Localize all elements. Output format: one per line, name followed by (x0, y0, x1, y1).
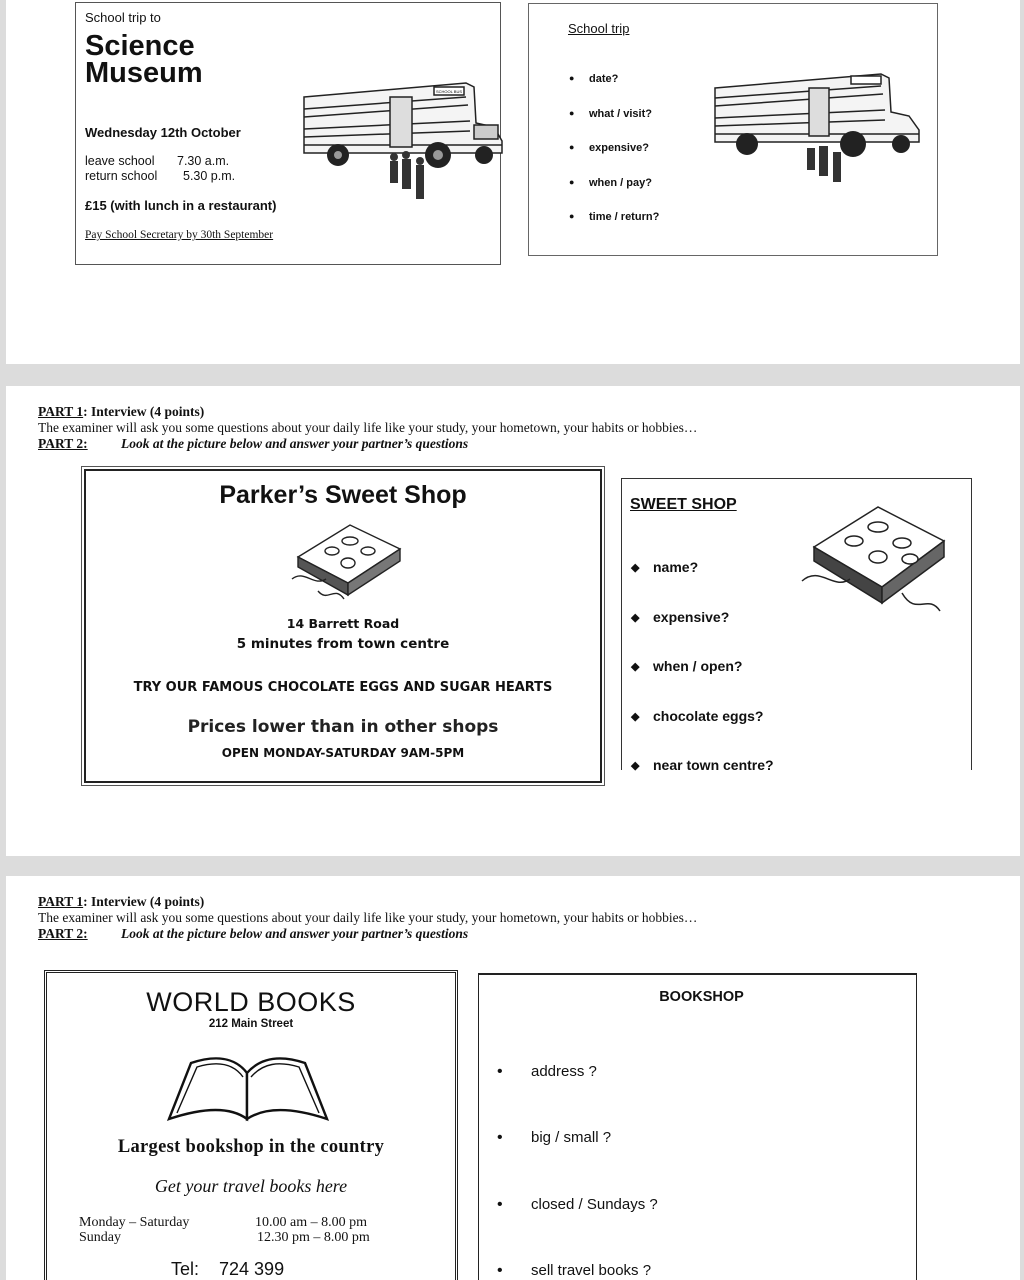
sweet-box-icon (288, 517, 408, 607)
sunday-label: Sunday (79, 1230, 121, 1245)
question-closed-sundays: • closed / Sundays ? (497, 1172, 658, 1238)
science-museum-ad (75, 2, 501, 265)
sunday-hours: 12.30 pm – 8.00 pm (257, 1230, 370, 1245)
museum-title-line2: Museum (85, 57, 203, 89)
trip-times (85, 154, 235, 184)
world-books-hours (79, 1215, 370, 1245)
sweet-shop-title: Parker’s Sweet Shop (219, 481, 467, 509)
world-books-ad (44, 970, 458, 1280)
sweet-shop-ad (84, 469, 602, 783)
question-near-town: ◆ near town centre? (631, 741, 774, 791)
museum-title (85, 30, 203, 89)
museum-title-line1: Science (85, 30, 195, 62)
part1-text: : Interview (4 points) (83, 894, 205, 909)
school-trip-heading: School trip (568, 21, 630, 36)
distance-note: 5 minutes from town centre (236, 636, 450, 652)
bookshop-questions (478, 973, 917, 1280)
open-book-icon (165, 1049, 331, 1123)
part1-label: PART 1 (38, 894, 84, 909)
school-trip-question-list (569, 62, 659, 235)
school-trip-questions (528, 3, 938, 256)
part2-label: PART 2: (38, 436, 88, 451)
part2-text: Look at the picture below and answer your partner’s questions (121, 926, 469, 941)
payment-note: Pay School Secretary by 30th September (85, 229, 274, 241)
question-address: • address ? (497, 1039, 658, 1105)
world-books-title: WORLD BOOKS (146, 987, 356, 1017)
bookshop-question-list (497, 1039, 658, 1280)
leave-label: leave school (85, 154, 155, 168)
page-bookshop (6, 876, 1020, 1280)
weekday-label: Monday – Saturday (79, 1215, 190, 1230)
bookshop-heading: BOOKSHOP (659, 989, 744, 1005)
part2-label: PART 2: (38, 926, 88, 941)
school-bus-illustration (298, 75, 504, 215)
sweet-shop-promo: TRY OUR FAMOUS CHOCOLATE EGGS AND SUGAR HEARTS (133, 680, 553, 695)
part1-description: The examiner will ask you some questions about your daily life like your study, your hometown, your habits or hobbies… (38, 910, 698, 925)
return-time: 5.30 p.m. (183, 169, 236, 183)
world-books-tagline: Largest bookshop in the country (117, 1137, 385, 1157)
sweet-shop-instructions (38, 404, 1008, 452)
sweet-shop-address (86, 613, 600, 655)
question-expensive: ● expensive? (569, 131, 659, 166)
sweet-shop-prices: Prices lower than in other shops (187, 717, 499, 737)
school-bus-illustration-2 (711, 66, 923, 196)
bookshop-instructions (38, 894, 1008, 942)
sweet-shop-question-list (631, 543, 774, 791)
trip-price: £15 (with lunch in a restaurant) (85, 198, 277, 213)
street-address: 14 Barrett Road (286, 616, 400, 631)
page-sweet-shop (6, 386, 1020, 856)
sweet-shop-questions (621, 478, 972, 773)
question-when-open: ◆ when / open? (631, 642, 774, 692)
question-chocolate-eggs: ◆ chocolate eggs? (631, 692, 774, 742)
question-expensive: ◆ expensive? (631, 593, 774, 643)
question-travel-books: • sell travel books ? (497, 1238, 658, 1280)
page-school-trip (6, 0, 1020, 364)
world-books-travel: Get your travel books here (154, 1176, 348, 1196)
question-when-pay: ● when / pay? (569, 166, 659, 201)
question-what-visit: ● what / visit? (569, 97, 659, 132)
sweet-shop-hours: OPEN MONDAY-SATURDAY 9AM-5PM (221, 746, 465, 760)
return-label: return school (85, 169, 158, 183)
bus-sign: SCHOOL BUS (435, 89, 463, 94)
trip-date: Wednesday 12th October (85, 125, 241, 140)
world-books-street: 212 Main Street (208, 1018, 294, 1030)
question-big-small: • big / small ? (497, 1105, 658, 1171)
question-time-return: ● time / return? (569, 200, 659, 235)
sweet-shop-heading: SWEET SHOP (630, 496, 737, 513)
part1-description: The examiner will ask you some questions about your daily life like your study, your hometown, your habits or hobbies… (38, 420, 698, 435)
part2-text: Look at the picture below and answer your partner’s questions (121, 436, 469, 451)
sweet-box-icon-2 (798, 497, 958, 623)
world-books-tel: Tel: 724 399 (171, 1259, 285, 1279)
part1-text: : Interview (4 points) (83, 404, 205, 419)
weekday-hours: 10.00 am – 8.00 pm (255, 1215, 367, 1230)
question-date: ● date? (569, 62, 659, 97)
leave-time: 7.30 a.m. (177, 154, 230, 168)
part1-label: PART 1 (38, 404, 84, 419)
question-name: ◆ name? (631, 543, 774, 593)
trip-intro: School trip to (85, 10, 161, 25)
